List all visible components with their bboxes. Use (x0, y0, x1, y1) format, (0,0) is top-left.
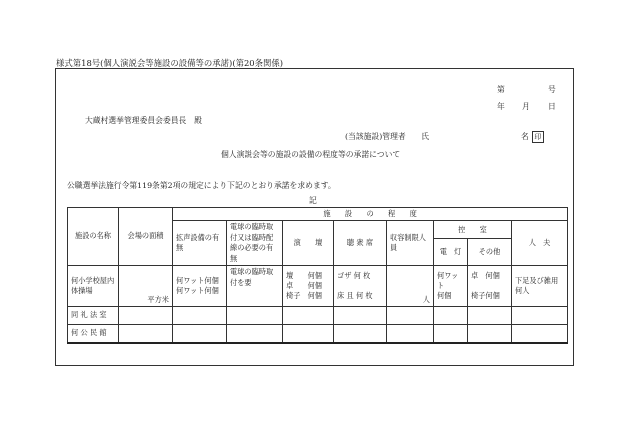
table-row (68, 266, 568, 307)
cell-bulb: 電球の臨時取付を要 (227, 266, 283, 307)
sender-name-label (521, 131, 544, 143)
table-row (68, 307, 568, 325)
cell-name: 何小学校屋内体操場 (68, 266, 119, 307)
date-month: 月 (522, 102, 530, 111)
cell-sound: 何ワット何個 何ワット何個 (173, 266, 227, 307)
cell-area: 平方米 (119, 266, 173, 307)
date-year: 年 (497, 102, 505, 111)
header-extent: 施 設 の 程 度 (173, 208, 568, 221)
header-staff: 人 夫 (512, 221, 568, 266)
cell-staff: 下足及び雑用何人 (512, 266, 568, 307)
table-row (68, 325, 568, 344)
header-bulb: 電球の臨時取付又は臨時配線の必要の有無 (227, 221, 283, 266)
header-seats: 聴 衆 席 (334, 221, 387, 266)
number-suffix: 号 (548, 85, 556, 94)
cell-stage: 壇 何個 卓 何個 椅子 何個 (283, 266, 334, 307)
cell-light: 何ワット 何個 (434, 266, 468, 307)
form-caption: 様式第18号(個人演説会等施設の設備等の承諾)(第20条関係) (56, 58, 284, 68)
header-stage: 演 壇 (283, 221, 334, 266)
cell-capacity: 人 (387, 266, 434, 307)
header-waiting-room: 控 室 (434, 221, 512, 239)
number-label: 第 (497, 85, 505, 94)
name-label: 名 (521, 132, 529, 141)
header-light: 電 灯 (434, 239, 468, 266)
document-title: 個人演説会等の施設の設備の程度等の承諾について (221, 150, 401, 159)
addressee: 大蔵村選挙管理委員会委員長 殿 (85, 116, 202, 125)
cell-other: 卓 何個 椅子何個 (468, 266, 512, 307)
sender-line: (当該施設)管理者 氏 (345, 132, 430, 141)
header-row-1 (68, 208, 568, 221)
date-day: 日 (548, 102, 556, 111)
seal-icon: 印 (532, 131, 544, 143)
ki-heading: 記 (309, 196, 317, 205)
cell-seats: ゴザ 何 枚 床 且 何 枚 (334, 266, 387, 307)
header-sound: 拡声設備の有無 (173, 221, 227, 266)
facility-table (67, 207, 568, 344)
cell-name: 何 公 民 館 (68, 325, 119, 344)
header-capacity: 収容制限人員 (387, 221, 434, 266)
header-area: 会場の面積 (119, 208, 173, 266)
header-other: その他 (468, 239, 512, 266)
body-text: 公職選挙法施行令第119条第2項の規定により下記のとおり承諾を求めます。 (67, 181, 336, 190)
header-facility-name: 施設の名称 (68, 208, 119, 266)
cell-name: 同 礼 法 室 (68, 307, 119, 325)
